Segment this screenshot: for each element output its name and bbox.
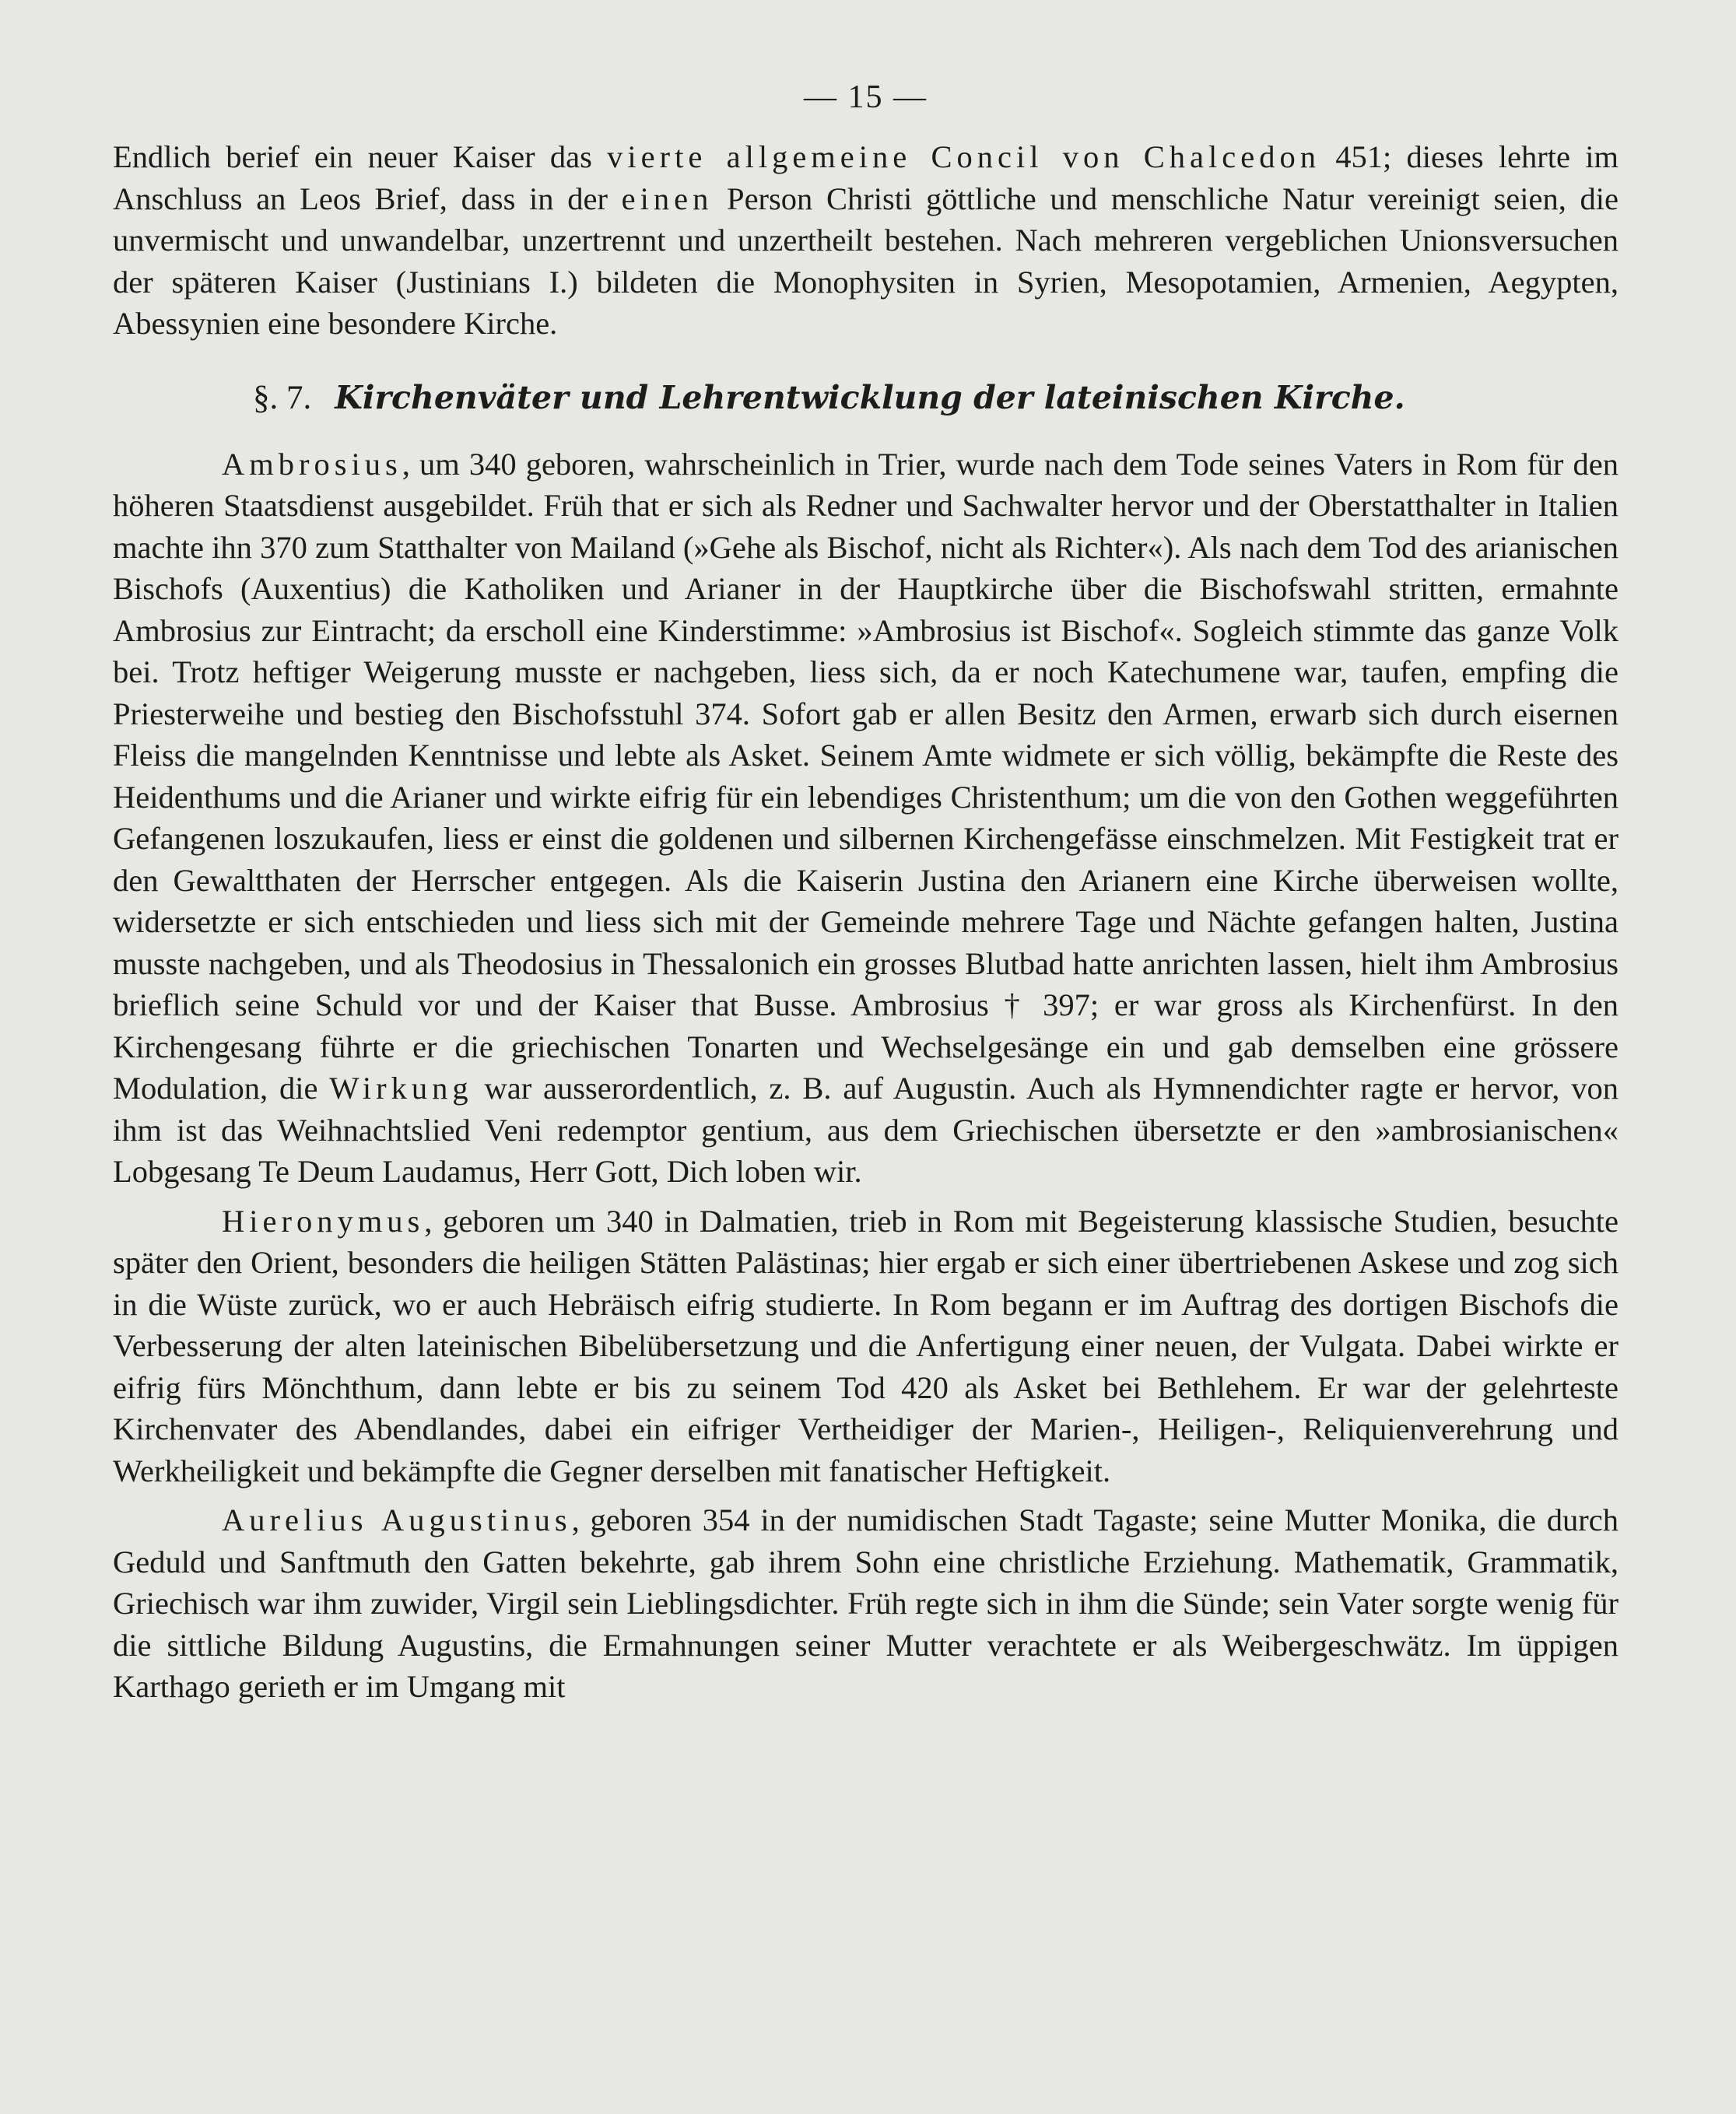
text-run: , geboren um 340 in Dalmatien, trieb in Rom mit Begeisterung klassische Studien, besuchte später den Orient, besonders die heiligen Stätten Palästinas; hier ergab er sich einer übertriebenen Askese und zog sich in die Wüste zurück, wo er auch Hebräisch eifrig studierte. In Rom begann er im Auftrag des dortigen Bischofs die Verbesserung der alten lateinischen Bibelübersetzung und die Anfertigung einer neuen, der Vulgata. Dabei wirkte er eifrig fürs Mönchthum, dann lebte er bis zu seinem Tod 420 als Asket bei Bethlehem. Er war der gelehrteste Kirchenvater des Abendlandes, dabei ein eifriger Vertheidiger der Marien-, Heiligen-, Reliquienverehrung und Werkheiligkeit und bekämpfte die Gegner derselben mit fanatischer Heftigkeit. xyxy=(113,1203,1619,1488)
text-run: war ausserordentlich, z. B. auf Augustin. Auch als Hymnendichter ragte er hervor, von ihm ist das Weihnachtslied Veni redemptor gentium, aus dem Griechischen übersetzte er den »ambrosianischen« Lobgesang Te Deum Laudamus, Herr Gott, Dich loben wir. xyxy=(113,1071,1619,1189)
spaced-emphasis: Wirkung xyxy=(329,1071,473,1106)
paragraph-chalcedon xyxy=(113,136,1619,345)
page-number: — 15 — xyxy=(804,79,928,115)
text-run: Person Christi göttliche und menschliche Natur vereinigt seien, die unvermischt und unwandelbar, unzertrennt und unzertheilt bestehen. Nach mehreren vergeblichen Unionsversuchen der späteren Kaiser (Justinians I.) bildeten die Monophysiten in Syrien, Mesopotamien, Armenien, Aegypten, Abessynien eine besondere Kirche. xyxy=(113,181,1619,341)
section-heading xyxy=(113,374,1619,422)
page-content xyxy=(113,74,1619,1708)
text-run: Endlich berief ein neuer Kaiser das xyxy=(113,139,608,174)
text-run: 451; dieses lehrte im Anschluss an Leos Brief, dass in der xyxy=(113,139,1619,216)
section-number: §. 7. xyxy=(253,379,312,416)
paragraph-augustinus xyxy=(113,1499,1619,1708)
person-name: Ambrosius xyxy=(222,446,402,482)
person-name: Aurelius Augustinus xyxy=(222,1502,572,1537)
section-title: Kirchenväter und Lehrentwicklung der lateinischen Kirche. xyxy=(335,378,1405,416)
text-run: , geboren 354 in der numidischen Stadt Tagaste; seine Mutter Monika, die durch Geduld und Sanftmuth den Gatten bekehrte, gab ihrem Sohn eine christliche Erziehung. Mathematik, Grammatik, Griechisch war ihm zuwider, Virgil sein Lieblingsdichter. Früh regte sich in ihm die Sünde; sein Vater sorgte wenig für die sittliche Bildung Augustins, die Ermahnungen seiner Mutter verachtete er als Weibergeschwätz. Im üppigen Karthago gerieth er im Umgang mit xyxy=(113,1502,1619,1704)
paragraph-hieronymus xyxy=(113,1201,1619,1492)
spaced-emphasis: vierte allgemeine Concil von Chalcedon xyxy=(607,139,1320,174)
paragraph-ambrosius xyxy=(113,443,1619,1193)
spaced-emphasis: einen xyxy=(621,181,714,216)
text-run: , um 340 geboren, wahrscheinlich in Trier, wurde nach dem Tode seines Vaters in Rom für den höheren Staatsdienst ausgebildet. Früh that er sich als Redner und Sachwalter hervor und der Oberstatthalter in Italien machte ihn 370 zum Statthalter von Mailand (»Gehe als Bischof, nicht als Richter«). Als nach dem Tod des arianischen Bischofs (Auxentius) die Katholiken und Arianer in der Hauptkirche über die Bischofswahl stritten, ermahnte Ambrosius zur Eintracht; da erscholl eine Kinderstimme: »Ambrosius ist Bischof«. Sogleich stimmte das ganze Volk bei. Trotz heftiger Weigerung musste er nachgeben, liess sich, da er noch Katechumene war, taufen, empfing die Priesterweihe und bestieg den Bischofsstuhl 374. Sofort gab er allen Besitz den Armen, erwarb sich durch eisernen Fleiss die mangelnden Kenntnisse und lebte als Asket. Seinem Amte widmete er sich völlig, bekämpfte die Reste des Heidenthums und die Arianer und wirkte eifrig für ein lebendiges Christenthum; um die von den Gothen weggeführten Gefangenen loszukaufen, liess er einst die goldenen und silbernen Kirchengefässe einschmelzen. Mit Festigkeit trat er den Gewaltthaten der Herrscher entgegen. Als die Kaiserin Justina den Arianern eine Kirche überweisen wollte, widersetzte er sich entschieden und liess sich mit der Gemeinde mehrere Tage und Nächte gefangen halten, Justina musste nachgeben, und als Theodosius in Thessalonich ein grosses Blutbad hatte anrichten lassen, hielt ihm Ambrosius brieflich seine Schuld vor und der Kaiser that Busse. Ambrosius † 397; er war gross als Kirchenfürst. In den Kirchengesang führte er die griechischen Tonarten und Wechselgesänge ein und gab demselben eine grössere Modulation, die xyxy=(113,446,1619,1106)
person-name: Hieronymus xyxy=(222,1203,425,1239)
